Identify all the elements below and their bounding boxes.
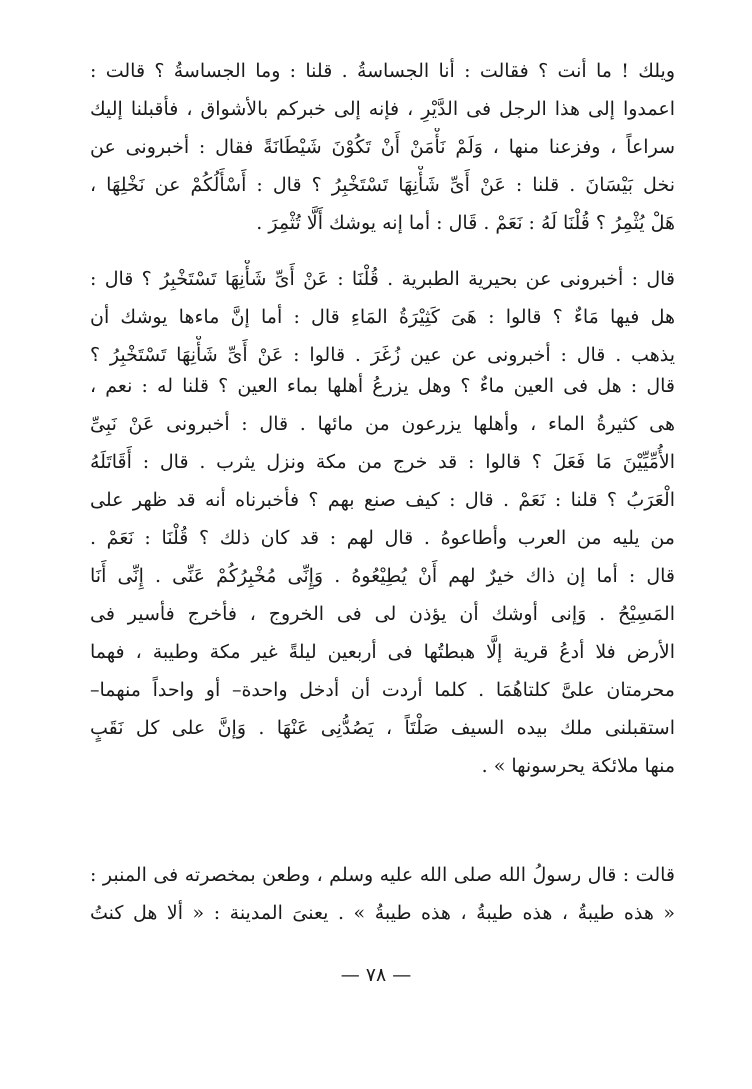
page-number: — ٧٨ — — [340, 964, 412, 986]
text-line: الأرض فلا أدعُ قرية إلَّا هبطتُها فى أربعين ليلةً غير مكة وطيبة ، فهما — [90, 641, 675, 663]
text-line: منها ملائكة يحرسونها » . — [481, 755, 675, 777]
text-line: يذهب . قال : أخبرونى عن عين زُغَرَ . قالوا : عَنْ أَىِّ شَأْنِهَا تَسْتَخْبِرُ ؟ — [90, 344, 675, 366]
paragraph-2 — [90, 260, 675, 374]
text-line: نخل بَيْسَانَ . قلنا : عَنْ أَىِّ شَأْنِهَا تَسْتَخْبِرُ ؟ قال : أَسْأَلُكُمْ عن نَخْلِهَا ، — [90, 174, 675, 196]
text-line: قال : أما إن ذاك خيرٌ لهم أَنْ يُطِيْعُوهُ . وَإِنِّى مُخْبِرُكُمْ عَنِّى . إِنِّى أَنَا — [90, 565, 675, 587]
paragraph-3 — [90, 367, 675, 785]
text-line: قال : أخبرونى عن بحيرية الطبرية . قُلْنَا : عَنْ أَىِّ شَأْنِهَا تَسْتَخْبِرُ ؟ قال : — [90, 268, 675, 290]
paragraph-4 — [90, 856, 675, 932]
text-line: قال : هل فى العين ماءٌ ؟ وهل يزرعُ أهلها بماء العين ؟ قلنا له : نعم ، — [90, 375, 675, 397]
text-line: استقبلنى ملك بيده السيف صَلْتَاً ، يَصُدُّنِى عَنْهَا . وَإنَّ على كل نَقَبٍ — [90, 717, 675, 739]
text-line: سراعاً ، وفزعنا منها ، وَلَمْ نَأْمَنْ أَنْ تَكُوْنَ شَيْطَانَةً فقال : أخبرونى عن — [90, 136, 675, 158]
text-line: هى كثيرةُ الماء ، وأهلها يزرعون من مائها . قال : أخبرونى عَنْ نَبِىِّ — [90, 413, 675, 435]
text-line: الْعَرَبُ ؟ قلنا : نَعَمْ . قال : كيف صنع بهم ؟ فأخبرناه أنه قد ظهر على — [90, 489, 675, 511]
text-line: « هذه طيبةُ ، هذه طيبةُ ، هذه طيبةُ » . يعنىَ المدينة : « ألا هل كنتُ — [90, 902, 675, 924]
text-line: هَلْ يُثْمِرُ ؟ قُلْنَا لَهُ : نَعَمْ . قَال : أما إنه يوشك أَلَّا تُثْمِرَ . — [256, 212, 675, 234]
text-line: المَسِيْحُ . وَإنى أوشك أن يؤذن لى فى الخروج ، فأخرج فأسير فى — [90, 603, 675, 625]
text-line: ويلك ! ما أنت ؟ فقالت : أنا الجساسةُ . قلنا : وما الجساسةُ ؟ قالت : — [90, 60, 675, 82]
text-line: قالت : قال رسولُ الله صلى الله عليه وسلم ، وطعن بمخصرته فى المنبر : — [90, 864, 675, 886]
text-line: هل فيها مَاءٌ ؟ قالوا : هَىَ كَثِيْرَةُ المَاءِ قال : أما إنَّ ماءها يوشك أن — [90, 306, 675, 328]
text-line: اعمدوا إلى هذا الرجل فى الدَّيْرِ ، فإنه إلى خبركم بالأشواق ، فأقبلنا إليك — [90, 98, 675, 120]
text-line: من يليه من العرب وأطاعوهُ . قال لهم : قد كان ذلك ؟ قُلْنَا : نَعَمْ . — [90, 527, 675, 549]
text-line: محرمتان علىَّ كلتاهُمَا . كلما أردت أن أدخل واحدة– أو واحداً منهما– — [90, 679, 675, 701]
text-line: الأُمِّيِّيْنَ مَا فَعَلَ ؟ قالوا : قد خرج من مكة ونزل يثرب . قال : أَقَاتَلَهُ — [90, 451, 675, 473]
paragraph-1 — [90, 52, 675, 242]
